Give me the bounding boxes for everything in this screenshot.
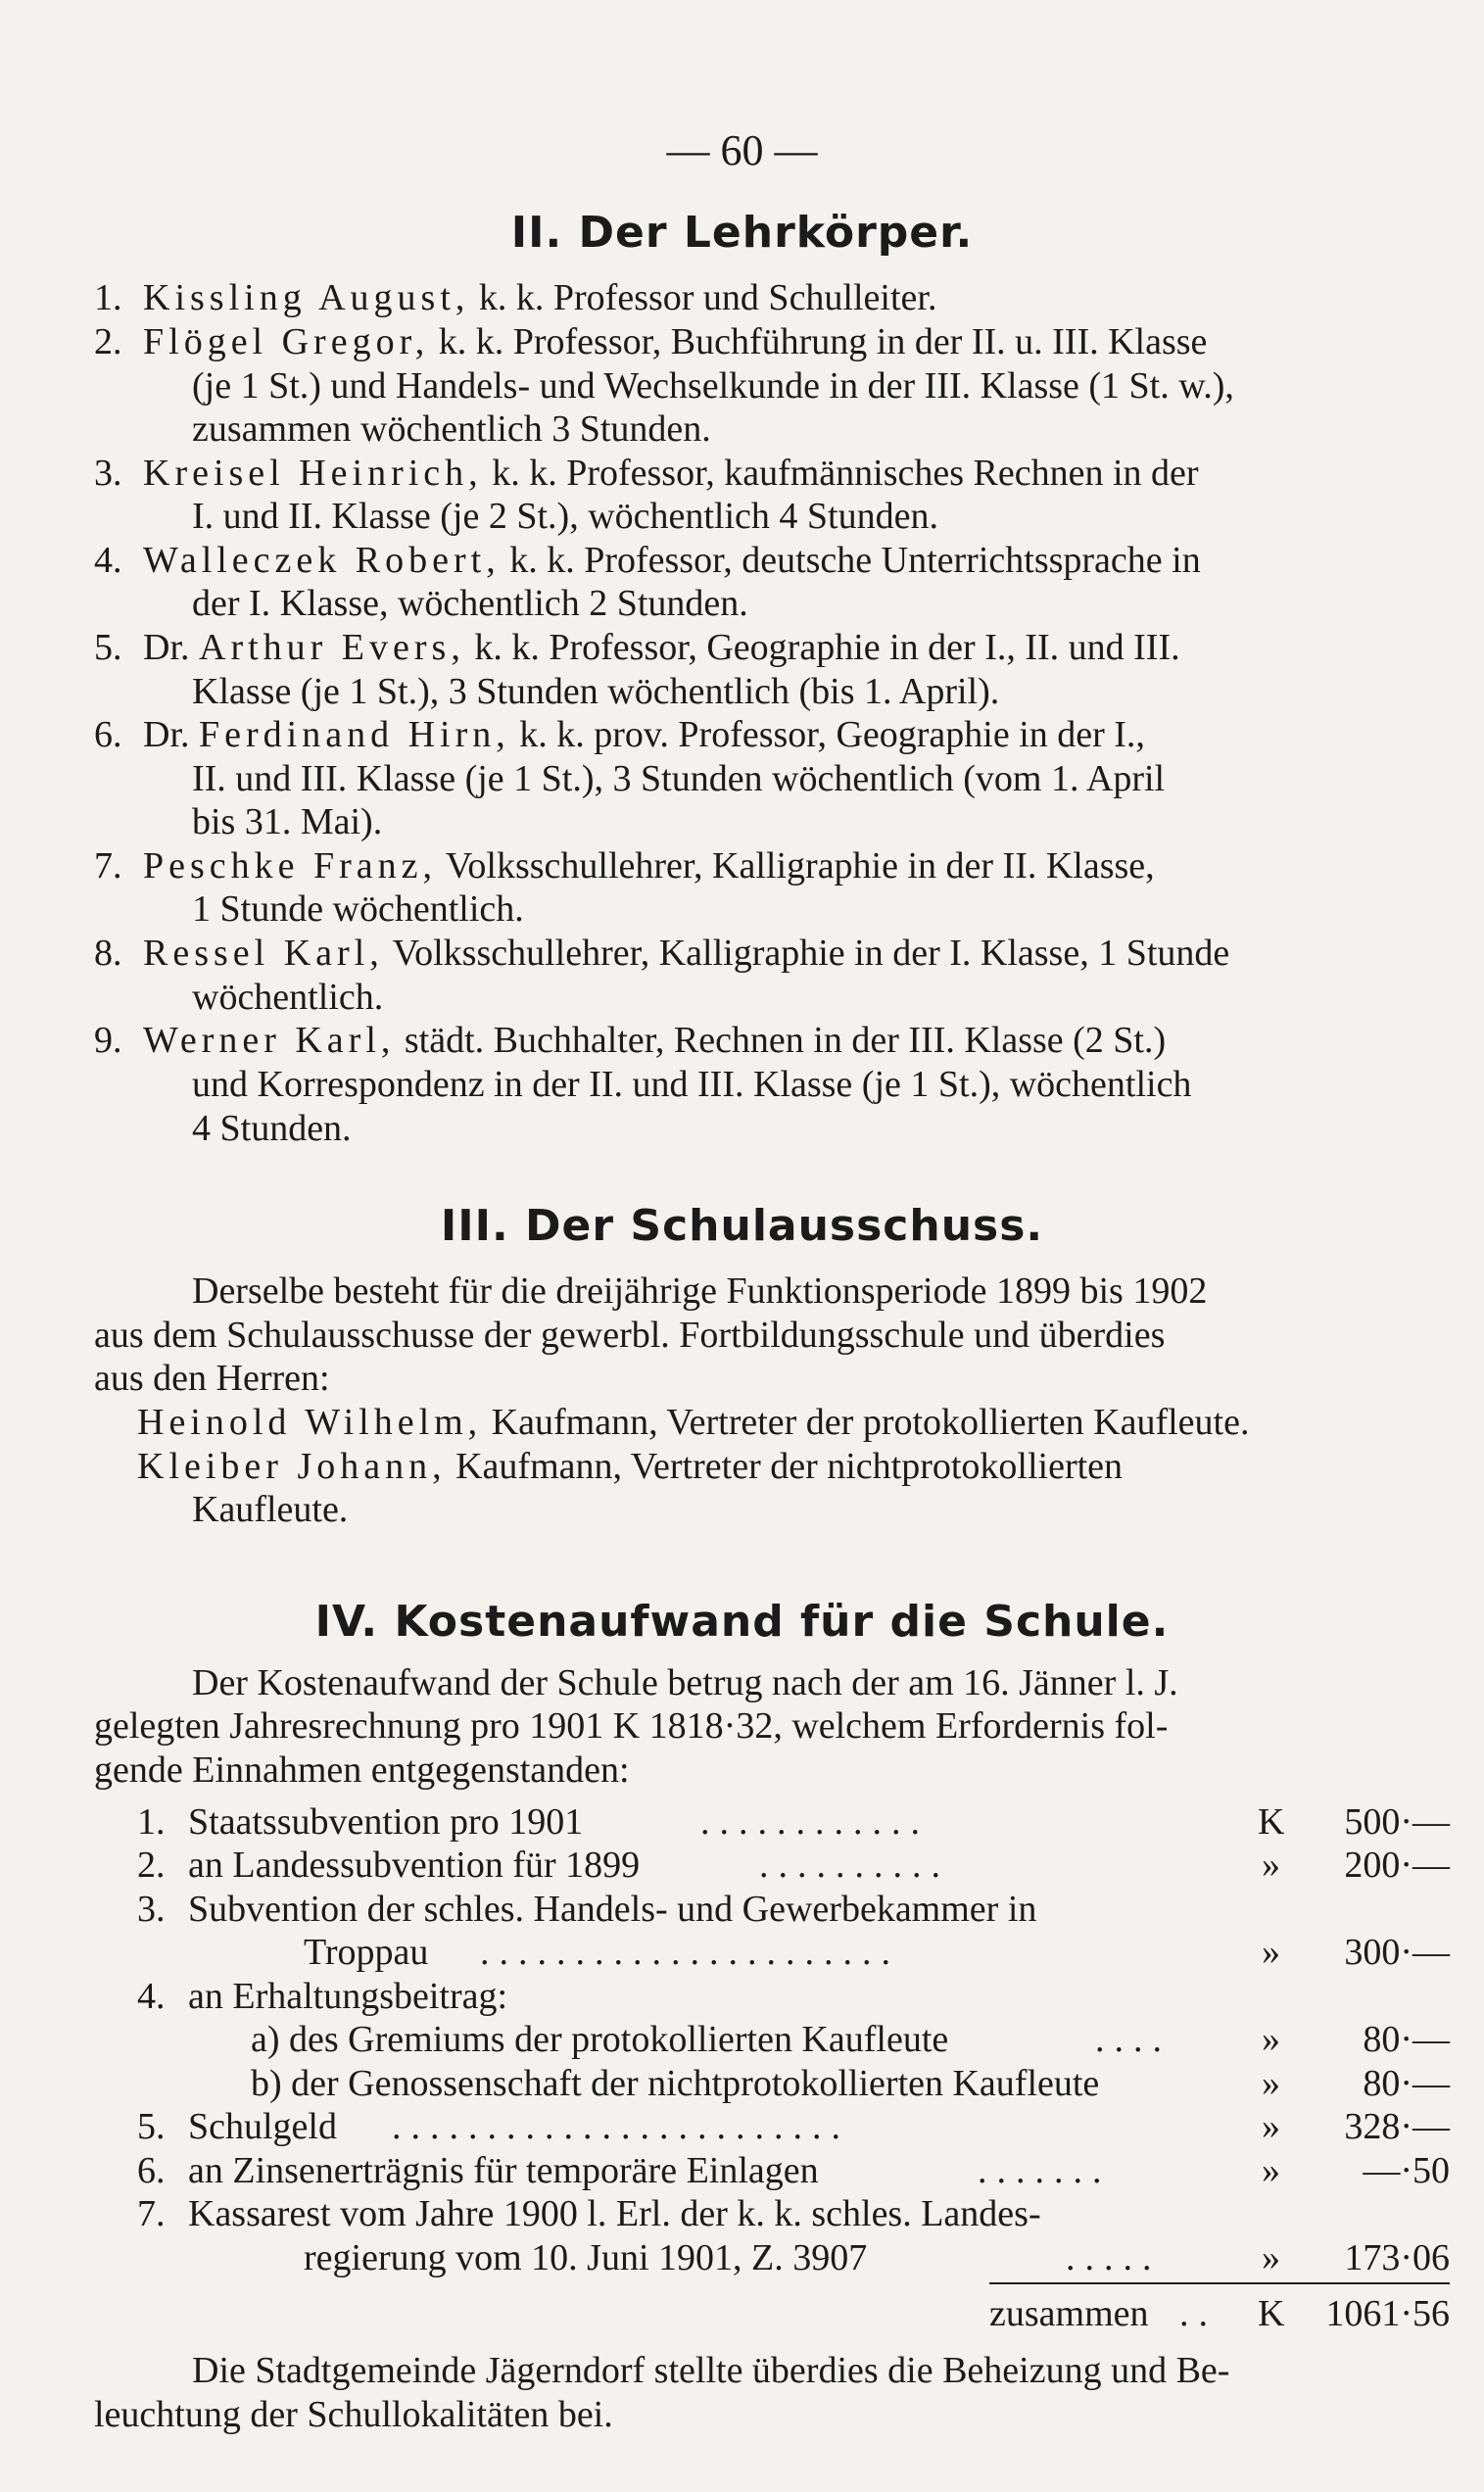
- item-text: 1 Stunde wöchentlich.: [192, 888, 524, 930]
- row-number: 5.: [137, 2106, 166, 2147]
- row-currency: K: [1258, 1801, 1285, 1843]
- row-label: Schulgeld: [188, 2106, 337, 2147]
- total-label: zusammen: [989, 2293, 1149, 2334]
- person-name: Kissling August,: [143, 277, 470, 318]
- row-currency: »: [1262, 1845, 1280, 1886]
- item-text: k. k. prov. Professor, Geographie in der I.,: [519, 714, 1145, 755]
- member-text: Kaufleute.: [192, 1489, 349, 1530]
- item-text: I. und II. Klasse (je 2 St.), wöchentlich 4 Stunden.: [192, 496, 938, 537]
- list-item: [143, 713, 1145, 756]
- list-item: [143, 1019, 1166, 1062]
- row-currency: »: [1262, 1932, 1280, 1973]
- list-number: 8.: [94, 933, 122, 974]
- item-text: 4 Stunden.: [192, 1108, 352, 1149]
- paragraph-line: aus den Herren:: [94, 1358, 330, 1399]
- item-text: k. k. Professor und Schulleiter.: [478, 277, 937, 318]
- list-number: 6.: [94, 714, 122, 755]
- row-amount: —·50: [1363, 2150, 1450, 2191]
- paragraph-line: Derselbe besteht für die dreijährige Funktionsperiode 1899 bis 1902: [192, 1270, 1208, 1312]
- paragraph-line: gelegten Jahresrechnung pro 1901 K 1818·32, welchem Erfordernis fol-: [94, 1705, 1169, 1747]
- row-label-cont: Troppau: [304, 1932, 429, 1973]
- list-number: 5.: [94, 627, 122, 668]
- list-item: [143, 452, 1199, 495]
- row-currency: »: [1262, 2019, 1280, 2060]
- row-label-cont: regierung vom 10. Juni 1901, Z. 3907: [304, 2237, 868, 2278]
- list-number: 2.: [94, 321, 122, 362]
- item-text: bis 31. Mai).: [192, 801, 383, 842]
- member-text: Kaufmann, Vertreter der nichtprotokollierten: [455, 1446, 1124, 1487]
- row-currency: »: [1262, 2106, 1280, 2147]
- row-number: 6.: [137, 2150, 166, 2191]
- leader-dots: ....: [1095, 2019, 1172, 2060]
- list-item: [143, 276, 936, 319]
- row-currency: »: [1262, 2063, 1280, 2104]
- item-text: k. k. Professor, Geographie in der I., II. und III.: [474, 627, 1180, 668]
- leader-dots: ............: [700, 1801, 930, 1843]
- row-label: an Erhaltungsbeitrag:: [188, 1976, 508, 2017]
- paragraph-line: gende Einnahmen entgegenstanden:: [94, 1749, 630, 1791]
- item-text: und Korrespondenz in der II. und III. Klasse (je 1 St.), wöchentlich: [192, 1064, 1192, 1105]
- item-text: (je 1 St.) und Handels- und Wechselkunde in der III. Klasse (1 St. w.),: [192, 365, 1234, 407]
- item-text: Volksschullehrer, Kalligraphie in der I. Klasse, 1 Stunde: [392, 933, 1230, 974]
- item-text: Volksschullehrer, Kalligraphie in der II. Klasse,: [445, 845, 1155, 887]
- leader-dots: ..: [1179, 2293, 1218, 2334]
- item-text: k. k. Professor, deutsche Unterrichtssprache in: [509, 540, 1201, 581]
- list-number: 4.: [94, 540, 122, 581]
- list-number: 7.: [94, 845, 122, 887]
- row-amount: 80·—: [1363, 2063, 1450, 2104]
- list-number: 3.: [94, 453, 122, 494]
- row-amount: 173·06: [1344, 2237, 1450, 2278]
- list-item: [143, 539, 1201, 582]
- person-name: Ferdinand Hirn,: [199, 714, 510, 755]
- title-prefix: Dr.: [143, 714, 190, 755]
- list-item: [143, 844, 1155, 887]
- row-label: Subvention der schles. Handels- und Gewerbekammer in: [188, 1889, 1037, 1930]
- person-name: Walleczek Robert,: [143, 540, 501, 581]
- row-label: an Landessubvention für 1899: [188, 1845, 641, 1886]
- row-label: b) der Genossenschaft der nichtprotokollierten Kaufleute: [251, 2063, 1100, 2104]
- person-name: Werner Karl,: [143, 1020, 396, 1061]
- person-name: Heinold Wilhelm,: [137, 1402, 483, 1443]
- row-number: 3.: [137, 1889, 166, 1930]
- row-amount: 200·—: [1344, 1845, 1450, 1886]
- row-number: 1.: [137, 1801, 166, 1843]
- member-line: [137, 1445, 1123, 1488]
- row-amount: 328·—: [1344, 2106, 1450, 2147]
- item-text: k. k. Professor, kaufmännisches Rechnen in der: [492, 453, 1199, 494]
- list-item: [143, 320, 1207, 363]
- member-text: Kaufmann, Vertreter der protokollierten Kaufleute.: [491, 1402, 1250, 1443]
- list-number: 9.: [94, 1020, 122, 1061]
- leader-dots: .......: [978, 2150, 1112, 2191]
- list-number: 1.: [94, 277, 122, 318]
- closing-paragraph-line: Die Stadtgemeinde Jägerndorf stellte überdies die Beheizung und Be-: [192, 2350, 1230, 2391]
- person-name: Kreisel Heinrich,: [143, 453, 483, 494]
- leader-dots: ......................: [480, 1932, 900, 1973]
- section-heading-lehrkoerper: II. Der Lehrkörper.: [510, 208, 974, 258]
- row-label: a) des Gremiums der protokollierten Kaufleute: [251, 2019, 949, 2060]
- item-text: Klasse (je 1 St.), 3 Stunden wöchentlich (bis 1. April).: [192, 671, 1000, 712]
- closing-paragraph-line: leuchtung der Schullokalitäten bei.: [94, 2394, 613, 2435]
- item-text: II. und III. Klasse (je 1 St.), 3 Stunden wöchentlich (vom 1. April: [192, 758, 1166, 799]
- leader-dots: ..........: [759, 1845, 950, 1886]
- row-currency: »: [1262, 2150, 1280, 2191]
- person-name: Peschke Franz,: [143, 845, 438, 887]
- item-text: zusammen wöchentlich 3 Stunden.: [192, 408, 711, 450]
- person-name: Flögel Gregor,: [143, 321, 430, 362]
- total-amount: 1061·56: [1325, 2293, 1450, 2334]
- row-amount: 500·—: [1344, 1801, 1450, 1843]
- item-text: wöchentlich.: [192, 977, 384, 1018]
- item-text: städt. Buchhalter, Rechnen in der III. Klasse (2 St.): [404, 1020, 1167, 1061]
- item-text: der I. Klasse, wöchentlich 2 Stunden.: [192, 583, 748, 624]
- total-currency: K: [1258, 2293, 1285, 2334]
- sum-rule: [989, 2282, 1450, 2284]
- item-text: k. k. Professor, Buchführung in der II. u. III. Klasse: [438, 321, 1208, 362]
- title-prefix: Dr.: [143, 627, 190, 668]
- section-heading-schulausschuss: III. Der Schulausschuss.: [440, 1201, 1044, 1251]
- row-amount: 300·—: [1344, 1932, 1450, 1973]
- row-label: Kassarest vom Jahre 1900 l. Erl. der k. k. schles. Landes-: [188, 2193, 1041, 2234]
- row-label: an Zinsenerträgnis für temporäre Einlagen: [188, 2150, 819, 2191]
- section-heading-kostenaufwand: IV. Kostenaufwand für die Schule.: [314, 1597, 1170, 1647]
- person-name: Arthur Evers,: [199, 627, 465, 668]
- page-number: — 60 —: [666, 126, 818, 174]
- paragraph-line: aus dem Schulausschusse der gewerbl. Fortbildungsschule und überdies: [94, 1315, 1166, 1356]
- row-label: Staatssubvention pro 1901: [188, 1801, 584, 1843]
- list-item: [143, 626, 1180, 669]
- row-amount: 80·—: [1363, 2019, 1450, 2060]
- row-number: 2.: [137, 1845, 166, 1886]
- row-currency: »: [1262, 2237, 1280, 2278]
- paragraph-line: Der Kostenaufwand der Schule betrug nach der am 16. Jänner l. J.: [192, 1662, 1178, 1703]
- row-number: 4.: [137, 1976, 166, 2017]
- list-item: [143, 932, 1229, 975]
- person-name: Ressel Karl,: [143, 933, 384, 974]
- row-number: 7.: [137, 2193, 166, 2234]
- person-name: Kleiber Johann,: [137, 1446, 447, 1487]
- leader-dots: ........................: [392, 2106, 850, 2147]
- leader-dots: .....: [1066, 2237, 1162, 2278]
- member-line: [137, 1401, 1249, 1444]
